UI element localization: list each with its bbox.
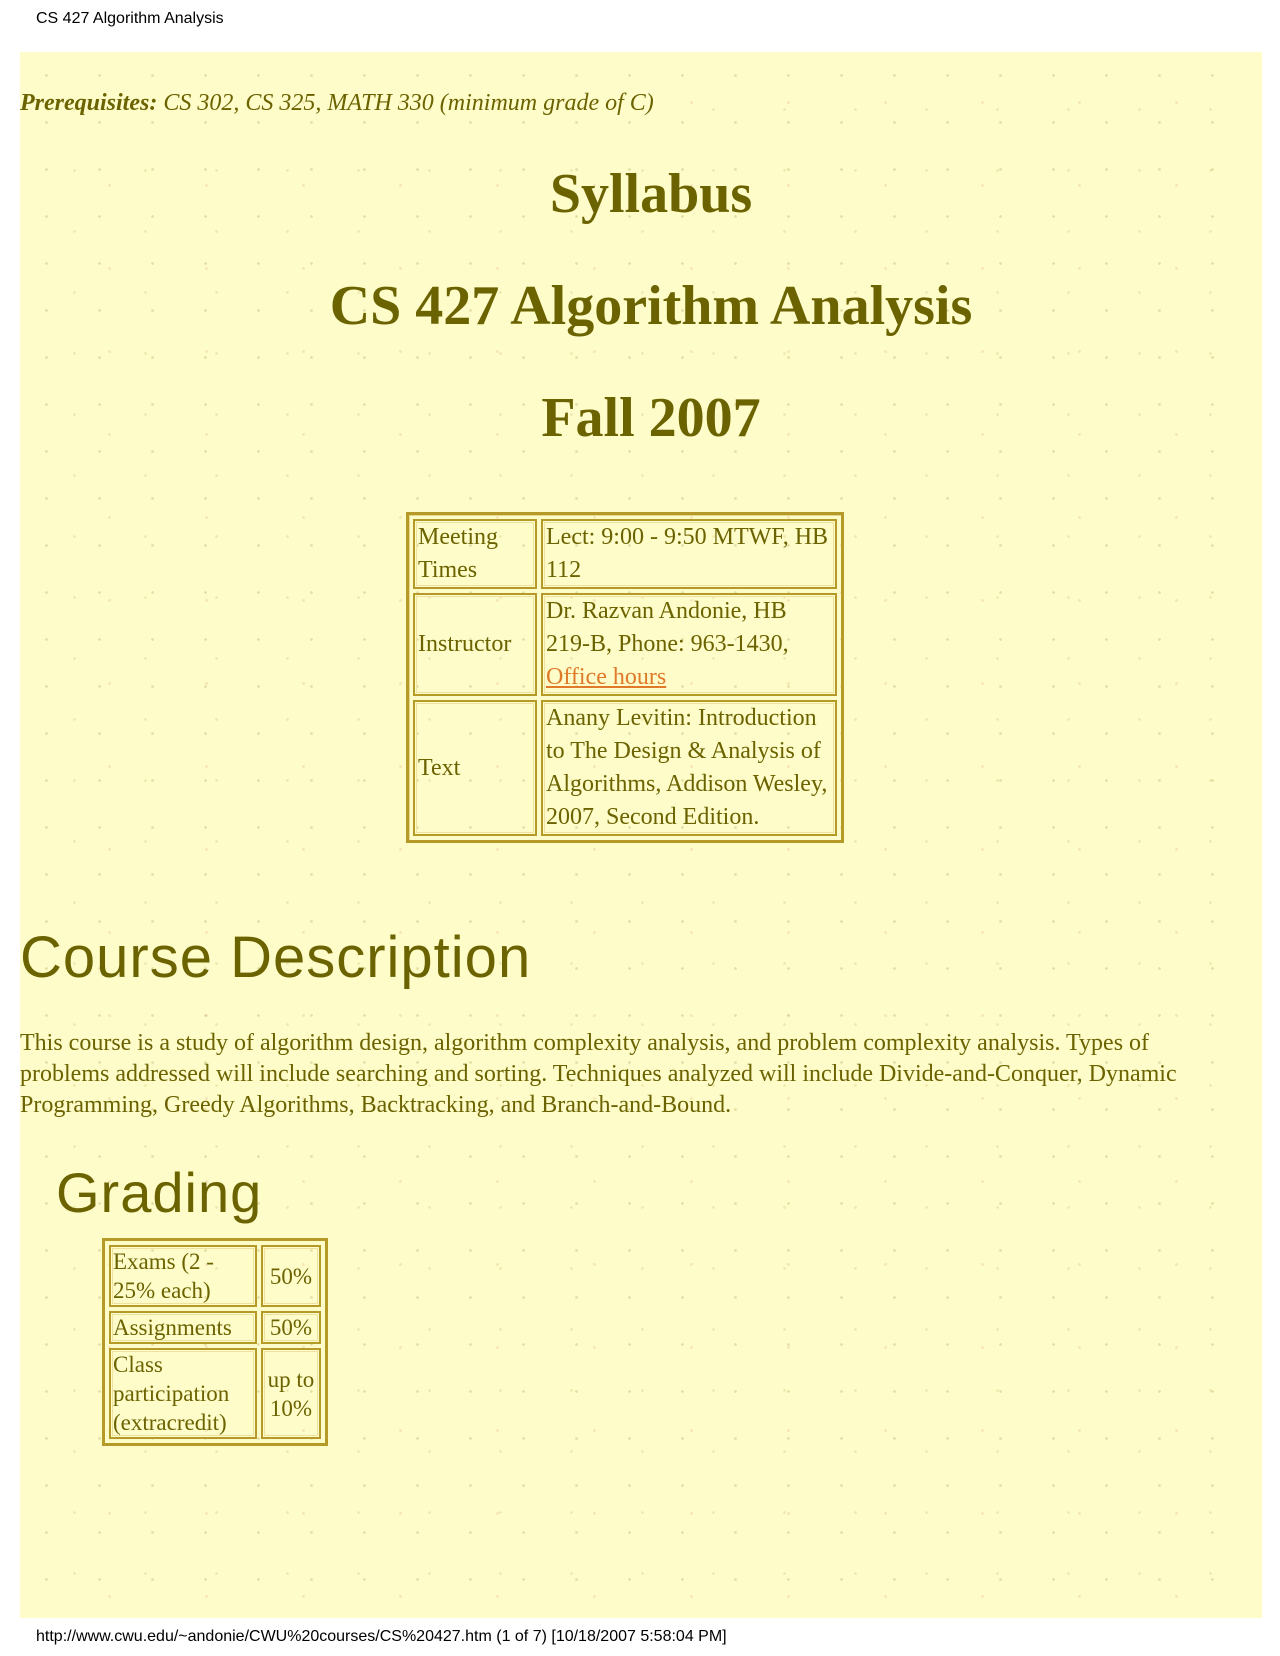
course-description-heading: Course Description (20, 925, 532, 990)
grading-table (102, 1238, 328, 1446)
course-info-table (406, 512, 844, 843)
grading-weight: 50% (261, 1245, 321, 1307)
term-title: Fall 2007 (541, 387, 761, 449)
page-content (20, 52, 1262, 1618)
table-row (109, 1245, 321, 1307)
office-hours-link[interactable]: Office hours (546, 664, 667, 690)
meeting-times-value: Lect: 9:00 - 9:50 MTWF, HB 112 (541, 519, 837, 589)
table-row (413, 700, 837, 836)
instructor-cell (541, 593, 837, 696)
prerequisites-label: Prerequisites: (20, 90, 158, 116)
course-title: CS 427 Algorithm Analysis (329, 275, 973, 337)
meeting-times-label: Meeting Times (413, 519, 537, 589)
grading-heading: Grading (56, 1161, 263, 1224)
table-row (413, 519, 837, 589)
table-row (413, 593, 837, 696)
grading-weight: 50% (261, 1311, 321, 1344)
prerequisites-text: CS 302, CS 325, MATH 330 (minimum grade of C) (157, 90, 654, 116)
grading-weight: up to 10% (261, 1348, 321, 1439)
text-label: Text (413, 700, 537, 836)
grading-item: Exams (2 - 25% each) (109, 1245, 257, 1307)
table-row (109, 1348, 321, 1439)
print-footer: http://www.cwu.edu/~andonie/CWU%20courses/CS%20427.htm (1 of 7) [10/18/2007 5:58:04 PM] (36, 1628, 727, 1645)
print-header: CS 427 Algorithm Analysis (36, 10, 224, 27)
prerequisites (20, 90, 654, 117)
grading-item: Class participation (extracredit) (109, 1348, 257, 1439)
syllabus-title: Syllabus (549, 163, 753, 225)
text-value: Anany Levitin: Introduction to The Design & Analysis of Algorithms, Addison Wesley, 2007, Second Edition. (541, 700, 837, 836)
course-description-body: This course is a study of algorithm design, algorithm complexity analysis, and problem complexity analysis. Types of problems addressed will include searching and sorting. Techniques analyzed will include Divide-and-Conquer, Dynamic Programming, Greedy Algorithms, Backtracking, and Branch-and-Bound. (20, 1030, 1177, 1118)
instructor-value: Dr. Razvan Andonie, HB 219-B, Phone: 963-1430, (546, 598, 789, 657)
table-row (109, 1311, 321, 1344)
grading-item: Assignments (109, 1311, 257, 1344)
instructor-label: Instructor (413, 593, 537, 696)
